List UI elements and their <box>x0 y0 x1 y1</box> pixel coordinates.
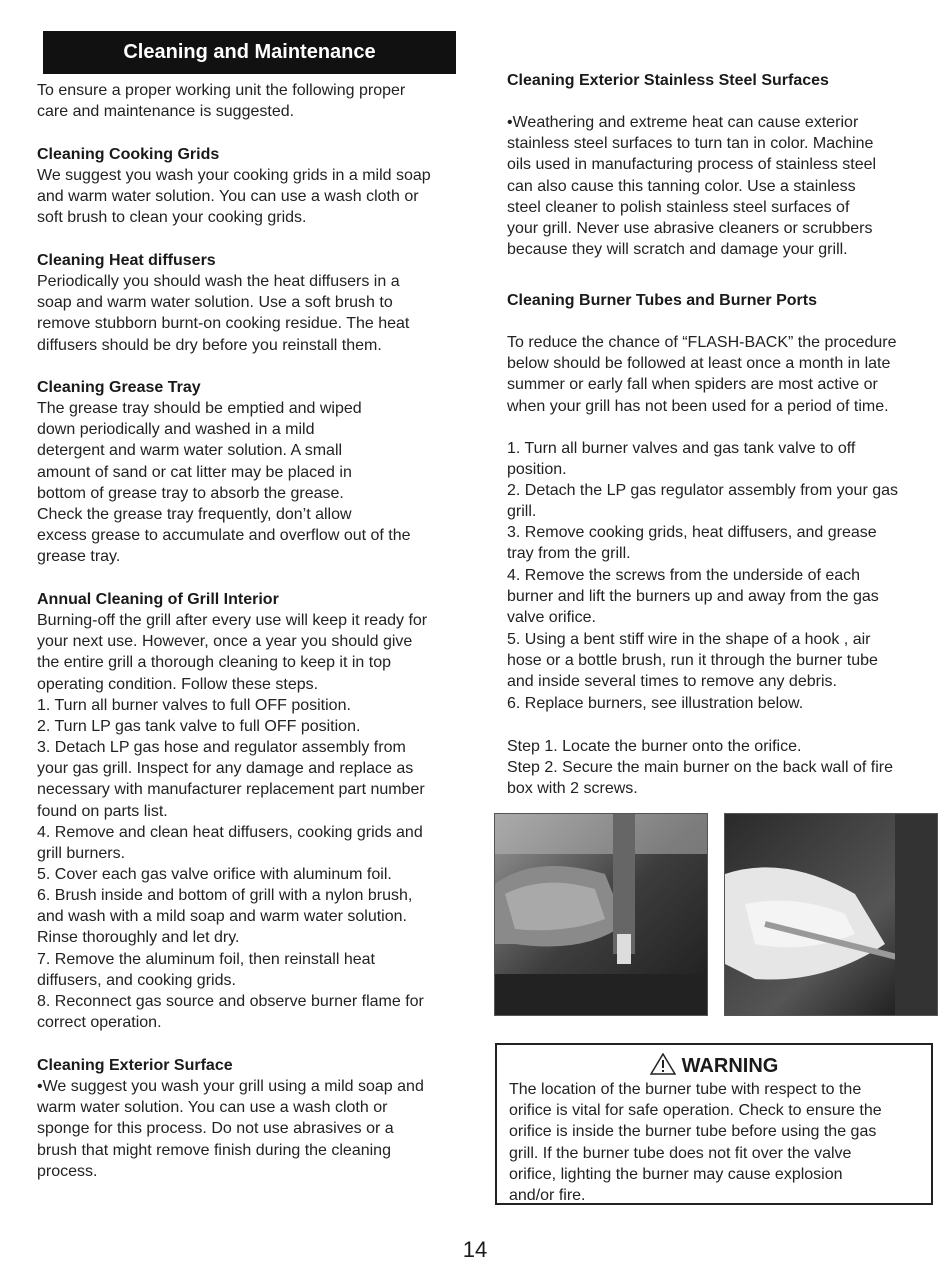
annual-step: 2. Turn LP gas tank valve to full OFF position. <box>37 718 361 735</box>
burner-intro-text: To reduce the chance of “FLASH-BACK” the procedure below should be followed at least once a month in late summer or early fall when spiders are most active or when your grill has not been used for a period of time. <box>507 334 897 415</box>
diffusers-heading: Cleaning Heat diffusers <box>37 252 216 269</box>
warning-label: WARNING <box>681 1055 779 1077</box>
burner-step: 4. Remove the screws from the underside of each burner and lift the burners up and away from the gas valve orifice. <box>507 567 879 627</box>
stainless-text: •Weathering and extreme heat can cause exterior stainless steel surfaces to turn tan in color. Machine oils used in manufacturing process of stainless steel can also cause this tanning color. Use a stainless steel cleaner to polish stainless steel surfaces of your grill. Never use abrasive cleaners or scrubbers because they will scratch and damage your grill. <box>507 114 877 259</box>
burner-step: 5. Using a bent stiff wire in the shape of a hook , air hose or a bottle brush, run it through the burner tube and inside several times to remove any debris. <box>507 631 878 691</box>
stainless-heading: Cleaning Exterior Stainless Steel Surfaces <box>507 72 829 89</box>
diffusers-text: Periodically you should wash the heat diffusers in a soap and warm water solution. Use a soft brush to remove stubborn burnt-on cooking residue. The heat diffusers should be dry before you reinstall them. <box>37 273 410 354</box>
burner-step: 1. Turn all burner valves and gas tank valve to off position. <box>507 440 856 479</box>
burner-step: 2. Detach the LP gas regulator assembly from your gas grill. <box>507 482 899 521</box>
illustration-step: Step 2. Secure the main burner on the back wall of fire box with 2 screws. <box>507 759 893 798</box>
grids-text: We suggest you wash your cooking grids in a mild soap and warm water solution. You can use a wash cloth or soft brush to clean your cooking grids. <box>37 167 431 227</box>
burner-screw-photo <box>724 813 938 1016</box>
annual-text: Burning-off the grill after every use will keep it ready for your next use. However, once a year you should give the entire grill a thorough cleaning to keep it in top operating condition. Follow these steps. <box>37 612 428 693</box>
burner-orifice-photo <box>494 813 708 1016</box>
annual-step: 6. Brush inside and bottom of grill with a nylon brush, and wash with a mild soap and warm water solution. Rinse thoroughly and let dry. <box>37 887 413 947</box>
warning-box <box>495 1043 933 1205</box>
illustration-step: Step 1. Locate the burner onto the orifice. <box>507 738 802 755</box>
section-banner: Cleaning and Maintenance <box>43 31 456 74</box>
annual-heading: Annual Cleaning of Grill Interior <box>37 591 279 608</box>
page-number: 14 <box>462 1237 488 1262</box>
burner-heading: Cleaning Burner Tubes and Burner Ports <box>507 292 817 309</box>
warning-triangle-icon <box>650 1053 676 1075</box>
annual-step: 8. Reconnect gas source and observe burner flame for correct operation. <box>37 993 424 1032</box>
warning-title <box>497 1053 931 1078</box>
grease-heading: Cleaning Grease Tray <box>37 379 201 396</box>
grease-text: The grease tray should be emptied and wiped down periodically and washed in a mild detergent and warm water solution. A small amount of sand or cat litter may be placed in bottom of grease tray to absorb the grease. Check the grease tray frequently, don’t allow excess grease to accumulate and overflow out of the grease tray. <box>37 400 411 566</box>
exterior-text: •We suggest you wash your grill using a mild soap and warm water solution. You can use a wash cloth or sponge for this process. Do not use abrasives or a brush that might remove finish during the cleaning process. <box>37 1078 424 1180</box>
grids-heading: Cleaning Cooking Grids <box>37 146 220 163</box>
annual-step: 3. Detach LP gas hose and regulator assembly from your gas grill. Inspect for any damage and replace as necessary with manufacturer replacement part number found on parts list. <box>37 739 425 820</box>
annual-step: 7. Remove the aluminum foil, then reinstall heat diffusers, and cooking grids. <box>37 951 375 990</box>
annual-step: 4. Remove and clean heat diffusers, cooking grids and grill burners. <box>37 824 423 863</box>
burner-step: 3. Remove cooking grids, heat diffusers, and grease tray from the grill. <box>507 524 877 563</box>
annual-step: 1. Turn all burner valves to full OFF position. <box>37 697 351 714</box>
annual-step: 5. Cover each gas valve orifice with aluminum foil. <box>37 866 392 883</box>
warning-text: The location of the burner tube with respect to the orifice is vital for safe operation. Check to ensure the orifice is inside the burner tube before using the gas grill. If the burner tube does not fit over the valve orifice, lighting the burner may cause explosion and/or fire. <box>509 1081 882 1205</box>
exterior-heading: Cleaning Exterior Surface <box>37 1057 233 1074</box>
intro-text: To ensure a proper working unit the following proper care and maintenance is suggested. <box>37 82 406 121</box>
burner-step: 6. Replace burners, see illustration below. <box>507 695 804 712</box>
